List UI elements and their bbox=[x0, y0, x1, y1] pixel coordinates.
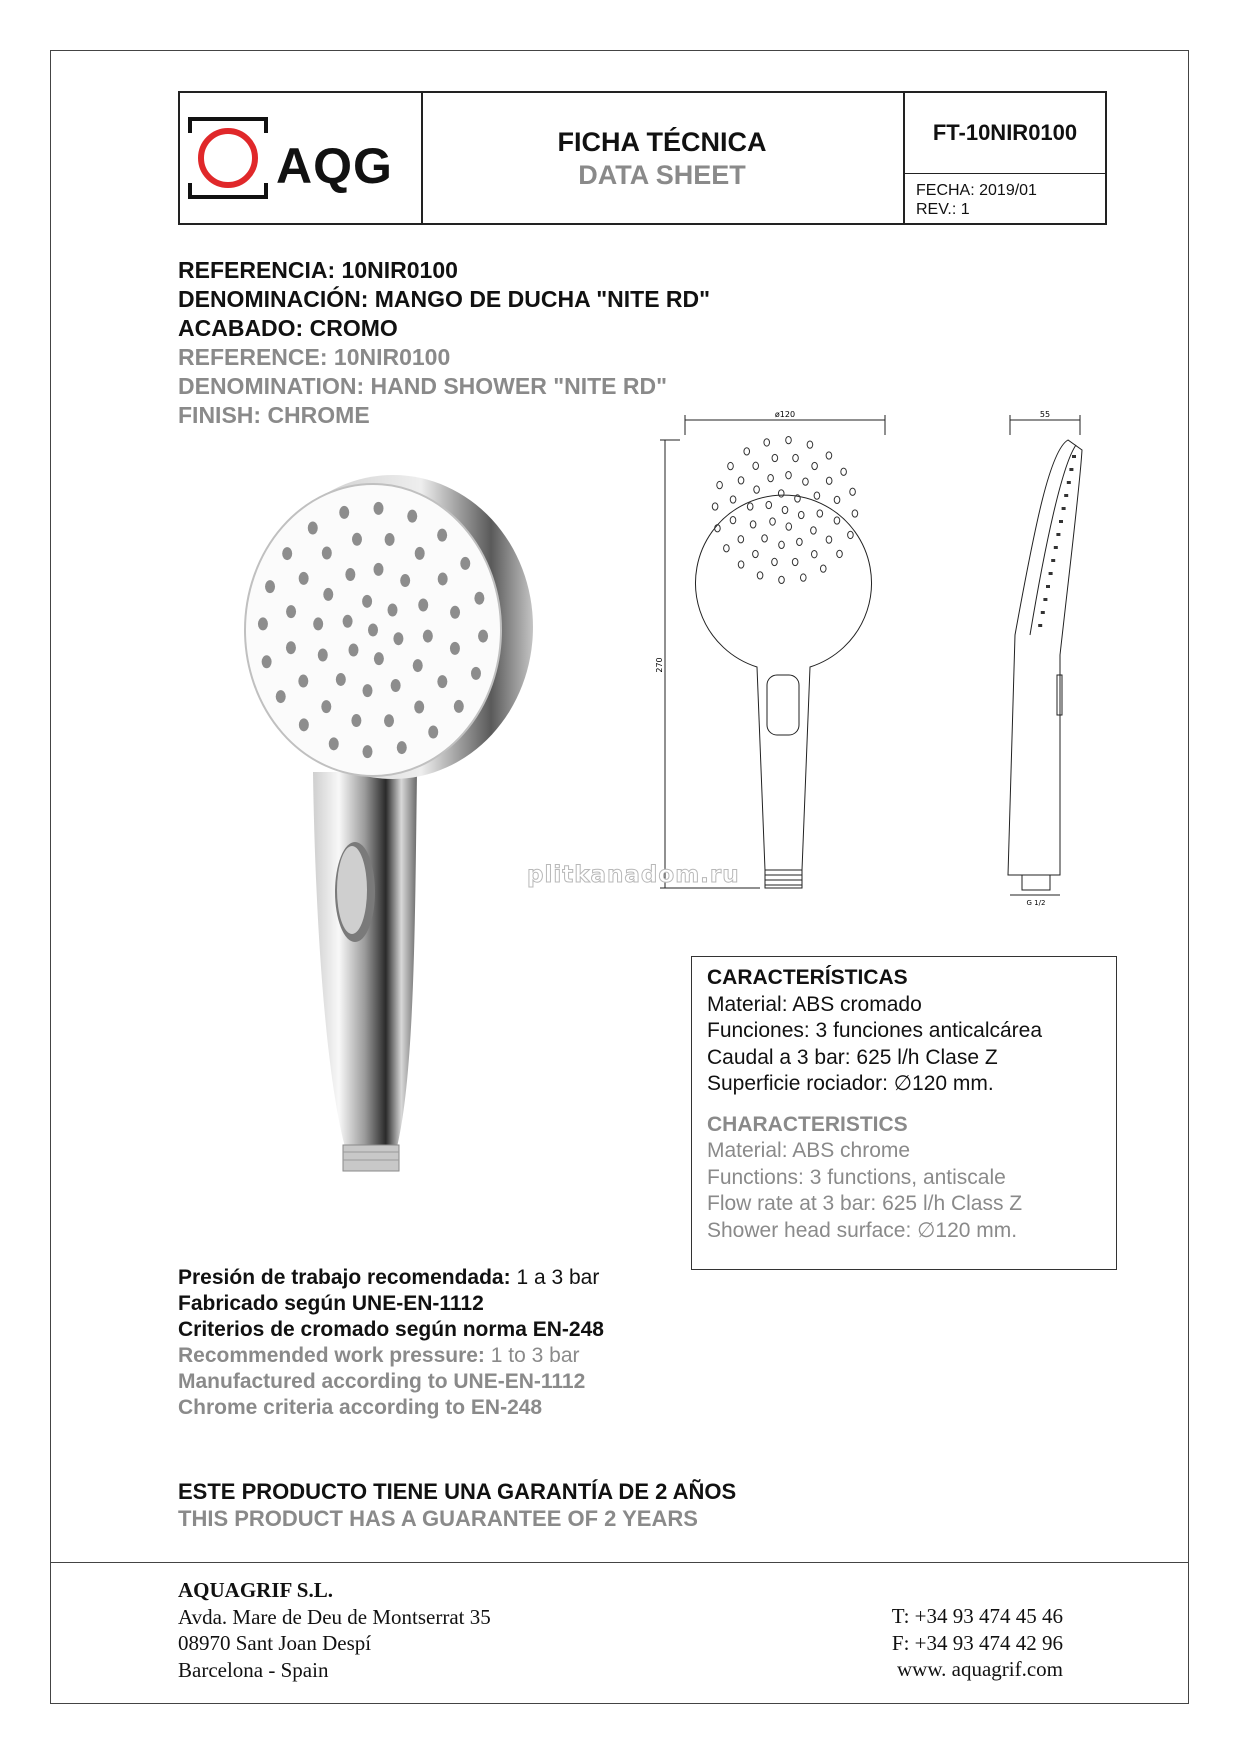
nozzle-dot bbox=[471, 667, 481, 680]
finish-es: ACABADO: CROMO bbox=[178, 315, 398, 341]
chrome-en: Chrome criteria according to EN-248 bbox=[178, 1396, 543, 1419]
nozzle-dot bbox=[772, 558, 778, 565]
fax: F: +34 93 474 42 96 bbox=[891, 1630, 1063, 1655]
nozzle-dot bbox=[812, 462, 818, 469]
nozzle-dot bbox=[368, 624, 378, 637]
nozzle-dot bbox=[807, 441, 813, 448]
nozzle-dot bbox=[286, 641, 296, 654]
pressure-value-es: 1 a 3 bar bbox=[510, 1266, 600, 1289]
nozzle-dot bbox=[834, 496, 840, 503]
nozzle-dot bbox=[852, 510, 858, 517]
nozzle-dot bbox=[820, 565, 826, 572]
nozzle-dot bbox=[778, 490, 784, 497]
guarantee bbox=[178, 1478, 736, 1532]
website-link[interactable]: www. aquagrif.com bbox=[896, 1657, 1063, 1681]
fecha-text: FECHA: 2019/01 bbox=[916, 182, 1037, 199]
product-photo bbox=[165, 452, 595, 1212]
nozzle-dot bbox=[750, 521, 756, 528]
technical-drawing-side bbox=[1000, 405, 1120, 915]
nozzle-side bbox=[1043, 598, 1047, 601]
thread-label: G 1/2 bbox=[1026, 899, 1046, 907]
reference-en: REFERENCE: 10NIR0100 bbox=[178, 344, 451, 370]
standard-es: Fabricado según UNE-EN-1112 bbox=[178, 1292, 484, 1315]
chrome-es: Criterios de cromado según norma EN-248 bbox=[178, 1318, 604, 1341]
spacer bbox=[707, 1098, 1116, 1112]
nozzle-dot bbox=[321, 700, 331, 713]
pressure-es bbox=[178, 1265, 604, 1291]
char-item-en: Flow rate at 3 bar: 625 l/h Class Z bbox=[707, 1192, 1023, 1215]
nozzle-side bbox=[1067, 481, 1071, 484]
nozzle-dot bbox=[329, 737, 339, 750]
nozzle-side bbox=[1069, 468, 1073, 471]
watermark: plitkanadom.ru bbox=[527, 862, 740, 888]
guarantee-en: THIS PRODUCT HAS A GUARANTEE OF 2 YEARS bbox=[178, 1506, 698, 1531]
nozzle-dot bbox=[407, 510, 417, 523]
nozzle-dot bbox=[362, 745, 372, 758]
nozzle-dot bbox=[343, 615, 353, 628]
nozzle-dot bbox=[764, 439, 770, 446]
nozzle-side bbox=[1046, 585, 1050, 588]
nozzle-dot bbox=[428, 725, 438, 738]
nozzle-dot bbox=[418, 598, 428, 611]
nozzle-dot bbox=[792, 558, 798, 565]
nozzle-dot bbox=[454, 700, 464, 713]
guarantee-es: ESTE PRODUCTO TIENE UNA GARANTÍA DE 2 AÑOS bbox=[178, 1479, 737, 1504]
address-line: Avda. Mare de Deu de Montserrat 35 bbox=[178, 1604, 491, 1629]
pressure-label-en: Recommended work pressure: bbox=[178, 1344, 485, 1367]
char-item-es: Superficie rociador: ∅120 mm. bbox=[707, 1072, 994, 1095]
pressure-value-en: 1 to 3 bar bbox=[484, 1344, 580, 1367]
nozzle-side bbox=[1054, 546, 1058, 549]
nozzle-side bbox=[1051, 559, 1055, 562]
nozzle-dot bbox=[393, 632, 403, 645]
nozzle-dot bbox=[772, 454, 778, 461]
nozzle-dot bbox=[339, 506, 349, 519]
nozzle-dot bbox=[391, 679, 401, 692]
nozzle-dot bbox=[850, 488, 856, 495]
nozzle-dot bbox=[437, 529, 447, 542]
characteristics-title-es: CARACTERÍSTICAS bbox=[707, 966, 908, 989]
nozzle-dot bbox=[786, 472, 792, 479]
nozzle-dot bbox=[345, 568, 355, 581]
nozzle-dot bbox=[738, 536, 744, 543]
pressure-label-es: Presión de trabajo recomendada: bbox=[178, 1266, 511, 1289]
nozzle-side bbox=[1059, 520, 1063, 523]
char-item-en: Shower head surface: ∅120 mm. bbox=[707, 1218, 1018, 1242]
title-es: FICHA TÉCNICA bbox=[557, 127, 767, 157]
nozzle-dot bbox=[308, 522, 318, 535]
nozzle-dot bbox=[313, 617, 323, 630]
nozzle-dot bbox=[385, 533, 395, 546]
nozzle-dot bbox=[362, 684, 372, 697]
nozzle-dot bbox=[793, 454, 799, 461]
nozzle-dot bbox=[754, 486, 760, 493]
nozzle-dot bbox=[374, 502, 384, 515]
nozzle-dot bbox=[826, 477, 832, 484]
nozzle-dot bbox=[814, 492, 820, 499]
nozzle-dot bbox=[322, 546, 332, 559]
nozzle-dot bbox=[478, 630, 488, 643]
nozzle-side bbox=[1072, 455, 1076, 458]
nozzle-dot bbox=[770, 518, 776, 525]
nozzle-dot bbox=[388, 604, 398, 617]
reference-es: REFERENCIA: 10NIR0100 bbox=[178, 257, 458, 283]
nozzle-dot bbox=[438, 572, 448, 585]
nozzle-dot bbox=[415, 547, 425, 560]
nozzle-dot bbox=[766, 501, 772, 508]
company-address bbox=[178, 1577, 491, 1683]
nozzle-side bbox=[1041, 611, 1045, 614]
standard-en: Manufactured according to UNE-EN-1112 bbox=[178, 1370, 586, 1393]
aqg-logo-icon bbox=[186, 115, 270, 201]
rev-text: REV.: 1 bbox=[916, 201, 970, 218]
dim-depth-label: 55 bbox=[1039, 410, 1051, 419]
nozzle-dot bbox=[362, 595, 372, 608]
nozzle-dot bbox=[712, 503, 718, 510]
date-revision bbox=[916, 181, 1037, 219]
nozzle-dot bbox=[744, 448, 750, 455]
nozzle-dot bbox=[437, 675, 447, 688]
nozzle-dot bbox=[753, 462, 759, 469]
title-cell bbox=[421, 93, 905, 223]
char-item-es: Material: ABS cromado bbox=[707, 992, 922, 1016]
address-line: 08970 Sant Joan Despí bbox=[178, 1631, 372, 1655]
nozzle-dot bbox=[803, 478, 809, 485]
nozzle-dot bbox=[474, 592, 484, 605]
nozzle-side bbox=[1064, 494, 1068, 497]
nozzle-dot bbox=[811, 527, 817, 534]
nozzle-dot bbox=[834, 517, 840, 524]
dim-width-label: ø120 bbox=[774, 410, 796, 419]
code-cell bbox=[905, 93, 1105, 223]
nozzle-side bbox=[1038, 624, 1042, 627]
characteristics-box bbox=[691, 956, 1117, 1270]
technical-drawing-front bbox=[650, 405, 910, 915]
nozzle-dot bbox=[817, 510, 823, 517]
char-item-en: Material: ABS chrome bbox=[707, 1139, 911, 1162]
nozzle-dot bbox=[848, 531, 854, 538]
nozzle-dot bbox=[724, 545, 730, 552]
nozzle-dot bbox=[800, 574, 806, 581]
nozzle-dot bbox=[299, 572, 309, 585]
nozzle-dot bbox=[336, 673, 346, 686]
nozzle-side bbox=[1062, 507, 1066, 510]
nozzle-dot bbox=[299, 718, 309, 731]
nozzle-dot bbox=[384, 714, 394, 727]
header-table bbox=[178, 91, 1107, 225]
address-line: Barcelona - Spain bbox=[178, 1657, 329, 1682]
title-en: DATA SHEET bbox=[578, 160, 746, 190]
nozzle-dot bbox=[414, 701, 424, 714]
nozzle-dot bbox=[782, 506, 788, 513]
nozzle-dot bbox=[753, 550, 759, 557]
nozzle-dot bbox=[768, 474, 774, 481]
nozzle-dot bbox=[282, 547, 292, 560]
nozzle-dot bbox=[841, 468, 847, 475]
nozzle-dot bbox=[826, 452, 832, 459]
nozzle-dot bbox=[715, 525, 721, 532]
nozzle-dot bbox=[374, 652, 384, 665]
product-spec bbox=[178, 256, 710, 430]
nozzle-dot bbox=[318, 649, 328, 662]
nozzle-dot bbox=[374, 563, 384, 576]
nozzle-dot bbox=[779, 541, 785, 548]
nozzle-dot bbox=[730, 496, 736, 503]
nozzle-dot bbox=[397, 741, 407, 754]
nozzle-dot bbox=[811, 551, 817, 558]
nozzle-dot bbox=[265, 580, 275, 593]
nozzle-dot bbox=[351, 714, 361, 727]
char-item-es: Funciones: 3 funciones anticalcárea bbox=[707, 1019, 1043, 1042]
pressure-en bbox=[178, 1343, 604, 1369]
nozzle-dot bbox=[757, 572, 763, 579]
logo-text: AQG bbox=[276, 138, 393, 194]
document-code: FT-10NIR0100 bbox=[905, 93, 1105, 174]
nozzle-dot bbox=[826, 536, 832, 543]
nozzle-dot bbox=[797, 538, 803, 545]
nozzle-dot bbox=[298, 675, 308, 688]
denomination-en: DENOMINATION: HAND SHOWER "NITE RD" bbox=[178, 373, 668, 399]
nozzle-dot bbox=[786, 436, 792, 443]
nozzle-dot bbox=[762, 535, 768, 542]
nozzle-dot bbox=[779, 576, 785, 583]
nozzle-dot bbox=[460, 557, 470, 570]
nozzle-dot bbox=[747, 503, 753, 510]
technical-notes bbox=[178, 1265, 604, 1421]
nozzle-dot bbox=[730, 517, 736, 524]
nozzle-dot bbox=[286, 605, 296, 618]
phone: T: +34 93 474 45 46 bbox=[891, 1604, 1063, 1628]
nozzle-dot bbox=[323, 588, 333, 601]
nozzle-dot bbox=[738, 477, 744, 484]
nozzle-dot bbox=[276, 690, 286, 703]
nozzle-dot bbox=[837, 550, 843, 557]
company-contact bbox=[892, 1603, 1063, 1683]
dim-height-label: 270 bbox=[655, 657, 664, 673]
nozzle-dot bbox=[786, 523, 792, 530]
company-name: AQUAGRIF S.L. bbox=[178, 1578, 333, 1602]
nozzle-dot bbox=[348, 643, 358, 656]
nozzle-dot bbox=[717, 481, 723, 488]
finish-en: FINISH: CHROME bbox=[178, 402, 370, 428]
denomination-es: DENOMINACIÓN: MANGO DE DUCHA "NITE RD" bbox=[178, 286, 711, 312]
characteristics-title-en: CHARACTERISTICS bbox=[707, 1112, 908, 1136]
nozzle-dot bbox=[262, 655, 272, 668]
nozzle-dot bbox=[450, 606, 460, 619]
nozzle-dot bbox=[798, 511, 804, 518]
nozzle-side bbox=[1056, 533, 1060, 536]
nozzle-dot bbox=[738, 561, 744, 568]
logo-cell bbox=[180, 93, 423, 223]
char-item-en: Functions: 3 functions, antiscale bbox=[707, 1165, 1006, 1189]
nozzle-dot bbox=[352, 533, 362, 546]
nozzle-dot bbox=[728, 462, 734, 469]
nozzle-dot bbox=[258, 617, 268, 630]
nozzle-dot bbox=[450, 642, 460, 655]
char-item-es: Caudal a 3 bar: 625 l/h Clase Z bbox=[707, 1045, 998, 1069]
nozzle-side bbox=[1049, 572, 1053, 575]
nozzle-dot bbox=[413, 659, 423, 672]
nozzle-dot bbox=[400, 574, 410, 587]
nozzle-dot bbox=[423, 630, 433, 643]
footer-divider bbox=[50, 1562, 1189, 1563]
